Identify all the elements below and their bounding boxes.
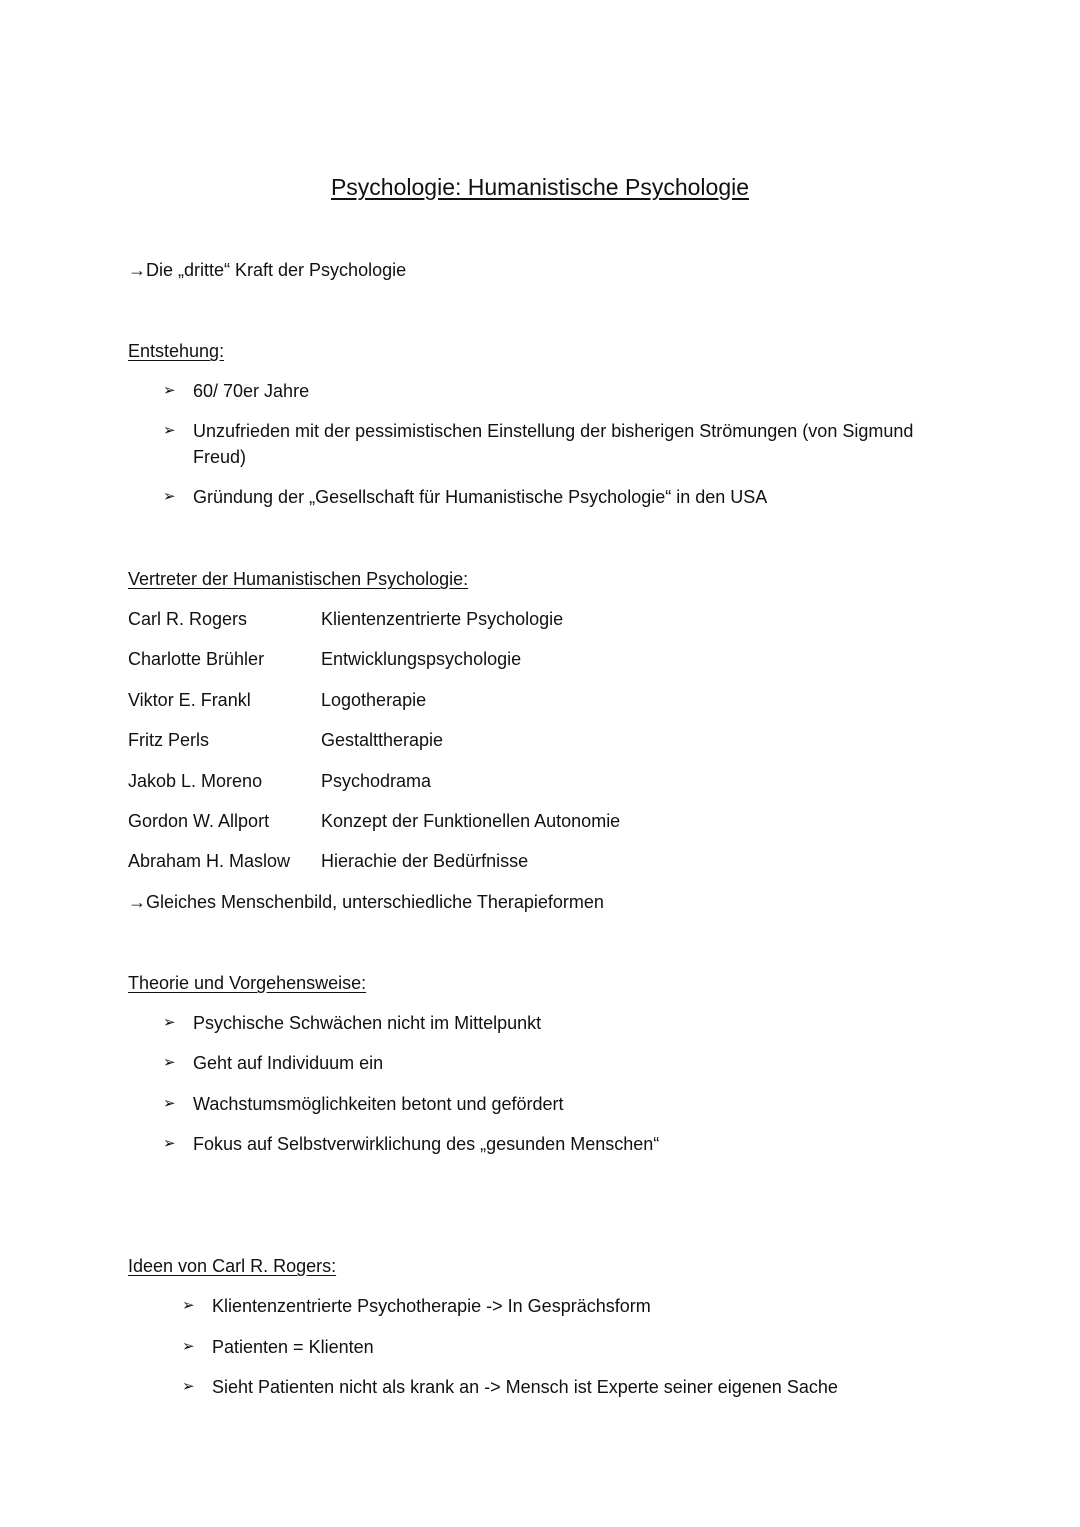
list-item [163,1010,943,1036]
list-item [182,1293,962,1319]
list-item [163,1131,943,1157]
arrow-bullet-icon: ➢ [163,488,176,505]
arrow-bullet-icon: ➢ [163,1135,176,1152]
representative-field: Gestalttherapie [321,730,444,750]
representative-name: Charlotte Brühler [128,649,265,669]
arrow-bullet-icon: ➢ [182,1378,195,1395]
list-item-text: Fokus auf Selbstverwirklichung des „gesunden Menschen“ [193,1134,660,1154]
section-heading-theorie: Theorie und Vorgehensweise: [128,973,367,993]
representative-name: Fritz Perls [128,730,209,750]
list-item-text: Unzufrieden mit der pessimistischen Einstellung der bisherigen Strömungen (von Sigmund Freud) [193,421,914,467]
section-heading-rogers: Ideen von Carl R. Rogers: [128,1256,337,1276]
representative-field: Hierachie der Bedürfnisse [321,851,529,871]
page-title: Psychologie: Humanistische Psychologie [330,174,750,200]
summary-line: →Gleiches Menschenbild, unterschiedliche Therapieformen [128,892,604,912]
list-item [163,484,943,510]
representative-name: Gordon W. Allport [128,811,270,831]
arrow-bullet-icon: ➢ [163,382,176,399]
list-item [163,1050,943,1076]
representative-field: Konzept der Funktionellen Autonomie [321,811,621,831]
section-heading-vertreter: Vertreter der Humanistischen Psychologie: [128,569,469,589]
section-heading-entstehung: Entstehung: [128,341,225,361]
representative-field: Klientenzentrierte Psychologie [321,609,564,629]
representative-field: Entwicklungspsychologie [321,649,522,669]
arrow-bullet-icon: ➢ [163,1095,176,1112]
representative-field: Logotherapie [321,690,427,710]
representative-field: Psychodrama [321,771,432,791]
arrow-bullet-icon: ➢ [163,422,176,439]
list-item [163,418,943,470]
representative-name: Abraham H. Maslow [128,851,291,871]
list-item-text: Wachstumsmöglichkeiten betont und gefördert [193,1094,564,1114]
list-item [182,1374,962,1400]
list-item-text: Klientenzentrierte Psychotherapie -> In Gesprächsform [212,1296,651,1316]
arrow-bullet-icon: ➢ [163,1014,176,1031]
list-item [163,1091,943,1117]
arrow-bullet-icon: ➢ [182,1297,195,1314]
intro-line: →Die „dritte“ Kraft der Psychologie [128,260,407,280]
arrow-bullet-icon: ➢ [182,1338,195,1355]
list-item [163,378,943,404]
list-item-text: Psychische Schwächen nicht im Mittelpunkt [193,1013,542,1033]
list-item-text: Geht auf Individuum ein [193,1053,384,1073]
list-item-text: Gründung der „Gesellschaft für Humanistische Psychologie“ in den USA [193,487,768,507]
representative-name: Jakob L. Moreno [128,771,263,791]
list-item-text: Sieht Patienten nicht als krank an -> Mensch ist Experte seiner eigenen Sache [212,1377,838,1397]
representative-name: Carl R. Rogers [128,609,248,629]
list-item [182,1334,962,1360]
arrow-bullet-icon: ➢ [163,1054,176,1071]
list-item-text: 60/ 70er Jahre [193,381,310,401]
list-item-text: Patienten = Klienten [212,1337,374,1357]
representative-name: Viktor E. Frankl [128,690,251,710]
